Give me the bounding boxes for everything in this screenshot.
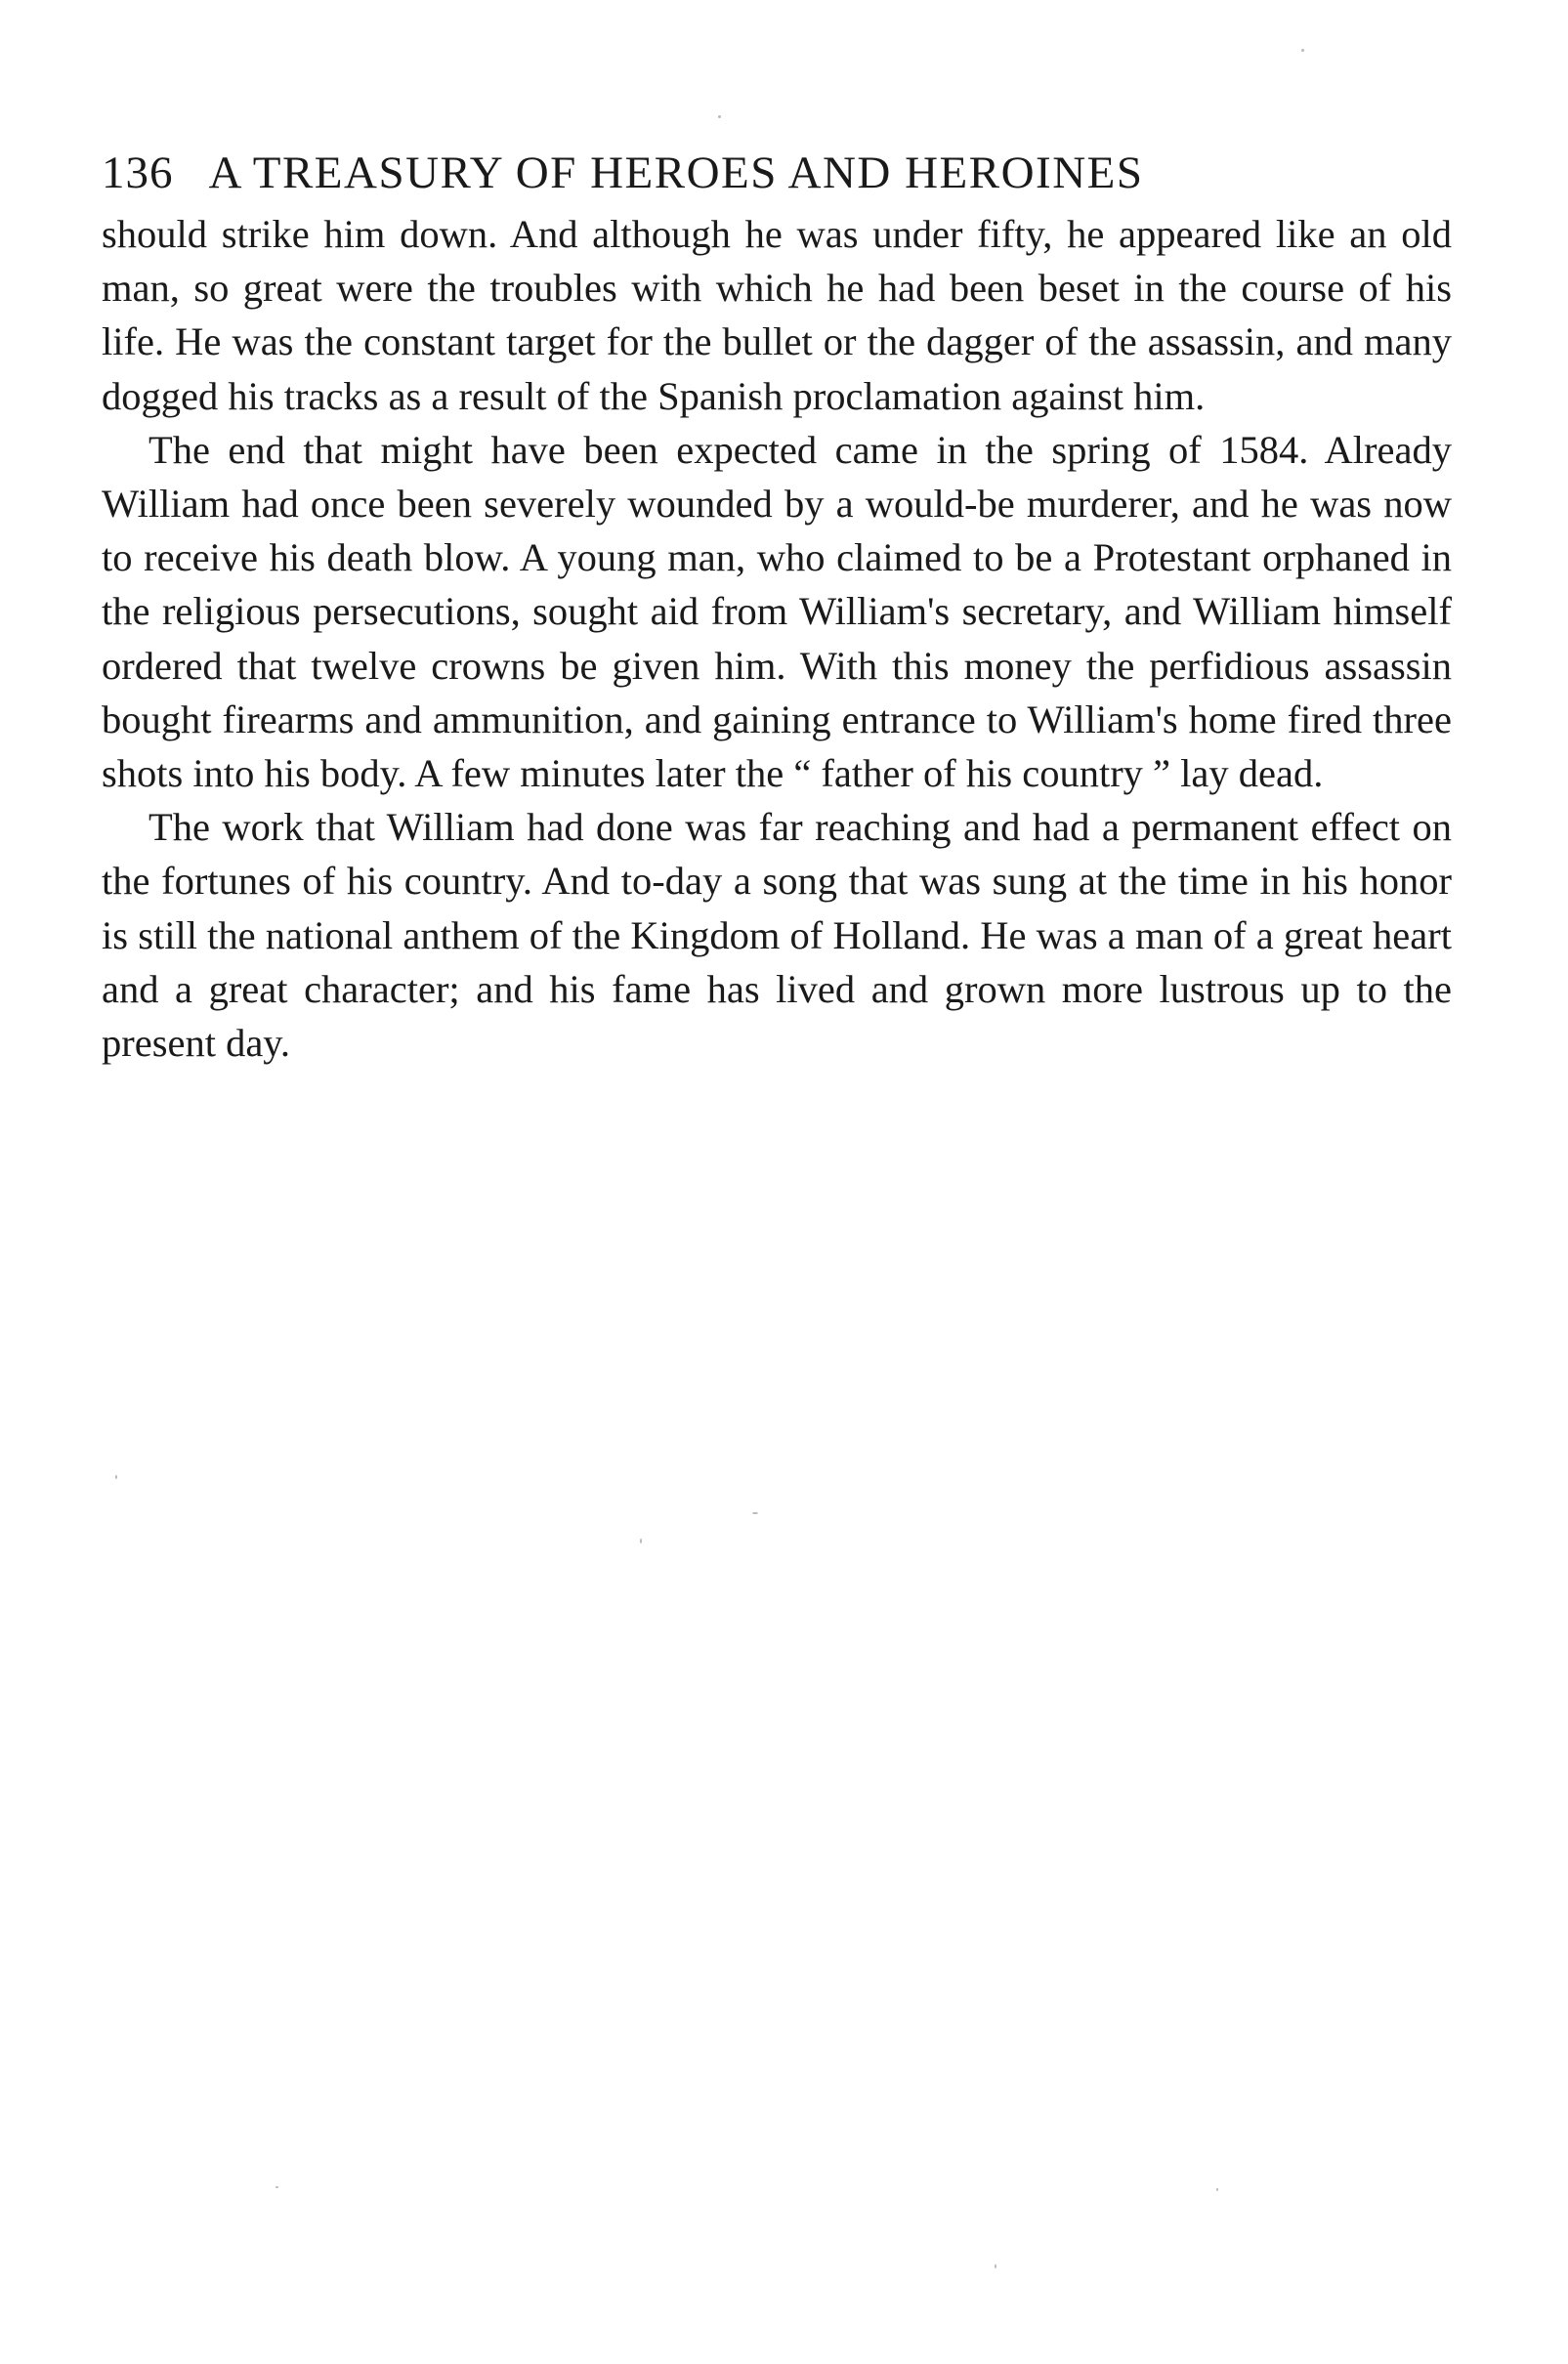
paragraph-assassination: The end that might have been expected came in the spring of 1584. Already William had once been severely wounded by a would-be murderer, and he was now to receive his death blow. A young man, who claimed to be a Protestant orphaned in the religious persecutions, sought aid from William's secretary, and William himself ordered that twelve crowns be given him. With this money the perfidious assassin bought firearms and ammunition, and gaining entrance to William's home fired three shots into his body. A few minutes later the “ father of his country ” lay dead.	[102, 427, 1452, 796]
scan-speck	[640, 1539, 642, 1543]
body-text	[102, 207, 1452, 1070]
book-page	[102, 147, 1452, 1070]
running-head	[102, 147, 1452, 199]
scan-speck	[115, 1475, 117, 1479]
scan-speck	[1216, 2188, 1218, 2191]
paragraph-continued: should strike him down. And although he was under fifty, he appeared like an old man, so great were the troubles with which he had been beset in the course of his life. He was the constant target for the bullet or the dagger of the assassin, and many dogged his tracks as a result of the Spanish proclamation against him.	[102, 212, 1452, 418]
scan-speck	[752, 1512, 758, 1514]
scan-speck	[275, 2186, 278, 2188]
paragraph-legacy: The work that William had done was far reaching and had a permanent effect on the fortunes of his country. And to-day a song that was sung at the time in his honor is still the national anthem of the Kingdom of Holland. He was a man of a great heart and a great character; and his fame has lived and grown more lustrous up to the present day.	[102, 805, 1452, 1066]
scan-speck	[1301, 49, 1304, 52]
scan-speck	[718, 115, 721, 118]
scan-speck	[995, 2264, 996, 2268]
book-title: A TREASURY OF HEROES AND HEROINES	[208, 148, 1144, 198]
page-number: 136	[102, 148, 174, 198]
